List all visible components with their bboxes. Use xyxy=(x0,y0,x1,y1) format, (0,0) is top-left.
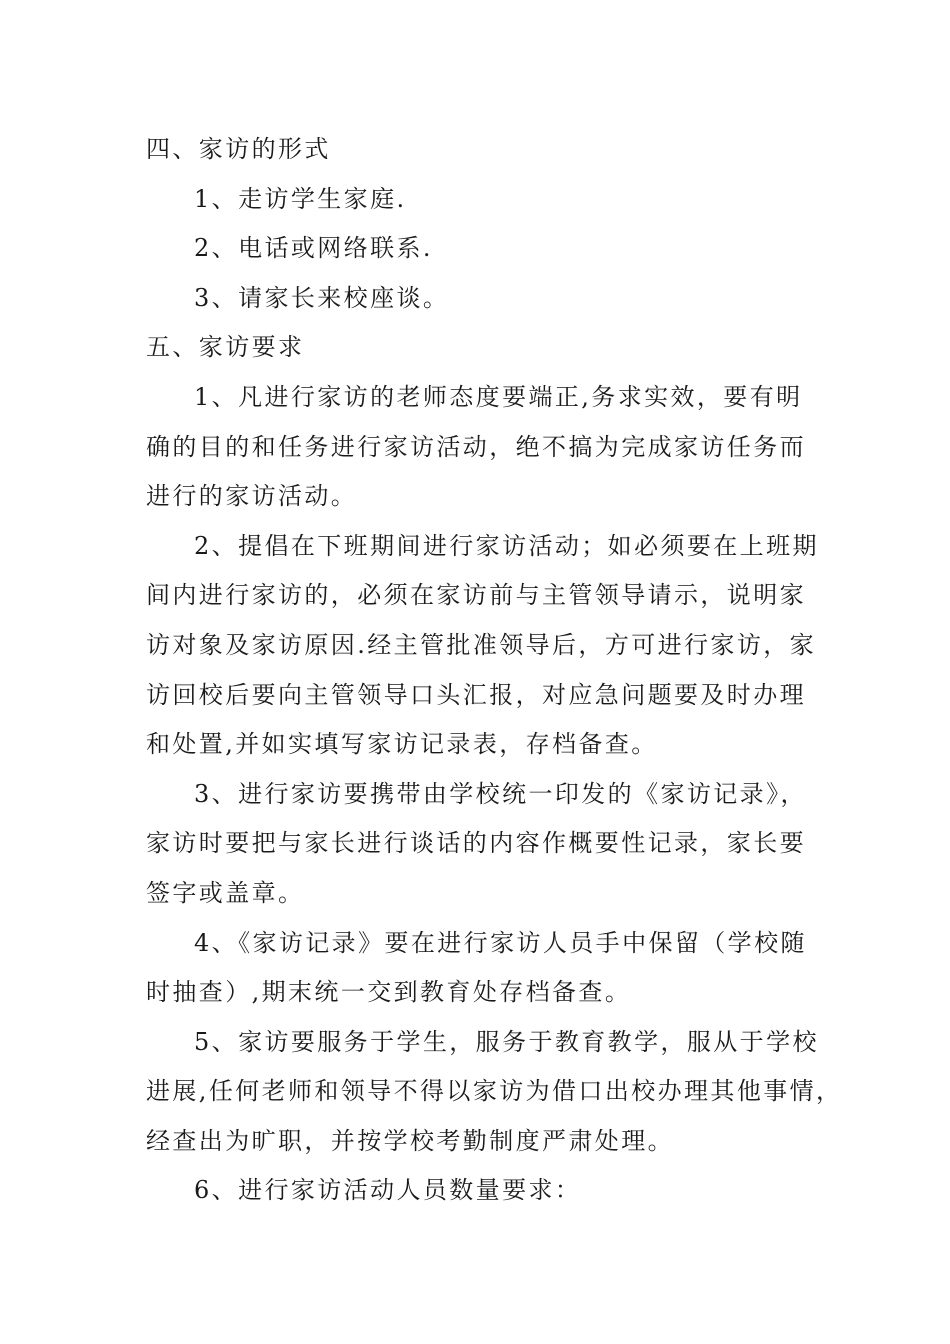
paragraph-line: 2、提倡在下班期间进行家访活动；如必须要在上班期 xyxy=(194,531,819,560)
paragraph-line: 经查出为旷职，并按学校考勤制度严肃处理。 xyxy=(146,1126,674,1155)
paragraph-line: 6、进行家访活动人员数量要求： xyxy=(194,1176,582,1205)
paragraph-line: 间内进行家访的，必须在家访前与主管领导请示，说明家 xyxy=(146,581,806,610)
paragraph-line: 家访时要把与家长进行谈话的内容作概要性记录，家长要 xyxy=(146,829,806,858)
paragraph-line: 访对象及家访原因.经主管批准领导后，方可进行家访，家 xyxy=(146,630,817,659)
paragraph-line: 和处置,并如实填写家访记录表，存档备查。 xyxy=(146,730,658,759)
paragraph-line: 1、凡进行家访的老师态度要端正,务求实效，要有明 xyxy=(194,382,803,411)
list-item: 3、请家长来校座谈。 xyxy=(194,283,450,312)
list-item: 2、电话或网络联系. xyxy=(194,234,433,263)
paragraph-line: 进行的家访活动。 xyxy=(146,482,358,511)
paragraph-line: 进展,任何老师和领导不得以家访为借口出校办理其他事情， xyxy=(146,1077,843,1106)
document-body xyxy=(146,125,843,1216)
list-item: 1、走访学生家庭. xyxy=(194,184,407,213)
section-heading-forms: 四、家访的形式 xyxy=(146,135,331,163)
paragraph-line: 4、《家访记录》要在进行家访人员手中保留（学校随 xyxy=(194,928,807,957)
paragraph-line: 确的目的和任务进行家访活动，绝不搞为完成家访任务而 xyxy=(146,432,806,461)
paragraph-line: 访回校后要向主管领导口头汇报，对应急问题要及时办理 xyxy=(146,680,806,709)
section-heading-requirements: 五、家访要求 xyxy=(146,333,305,362)
paragraph-line: 签字或盖章。 xyxy=(146,878,305,907)
paragraph-line: 5、家访要服务于学生，服务于教育教学，服从于学校 xyxy=(194,1027,819,1056)
paragraph-line: 3、进行家访要携带由学校统一印发的《家访记录》， xyxy=(194,779,807,808)
paragraph-line: 时抽查）,期末统一交到教育处存档备查。 xyxy=(146,978,632,1007)
